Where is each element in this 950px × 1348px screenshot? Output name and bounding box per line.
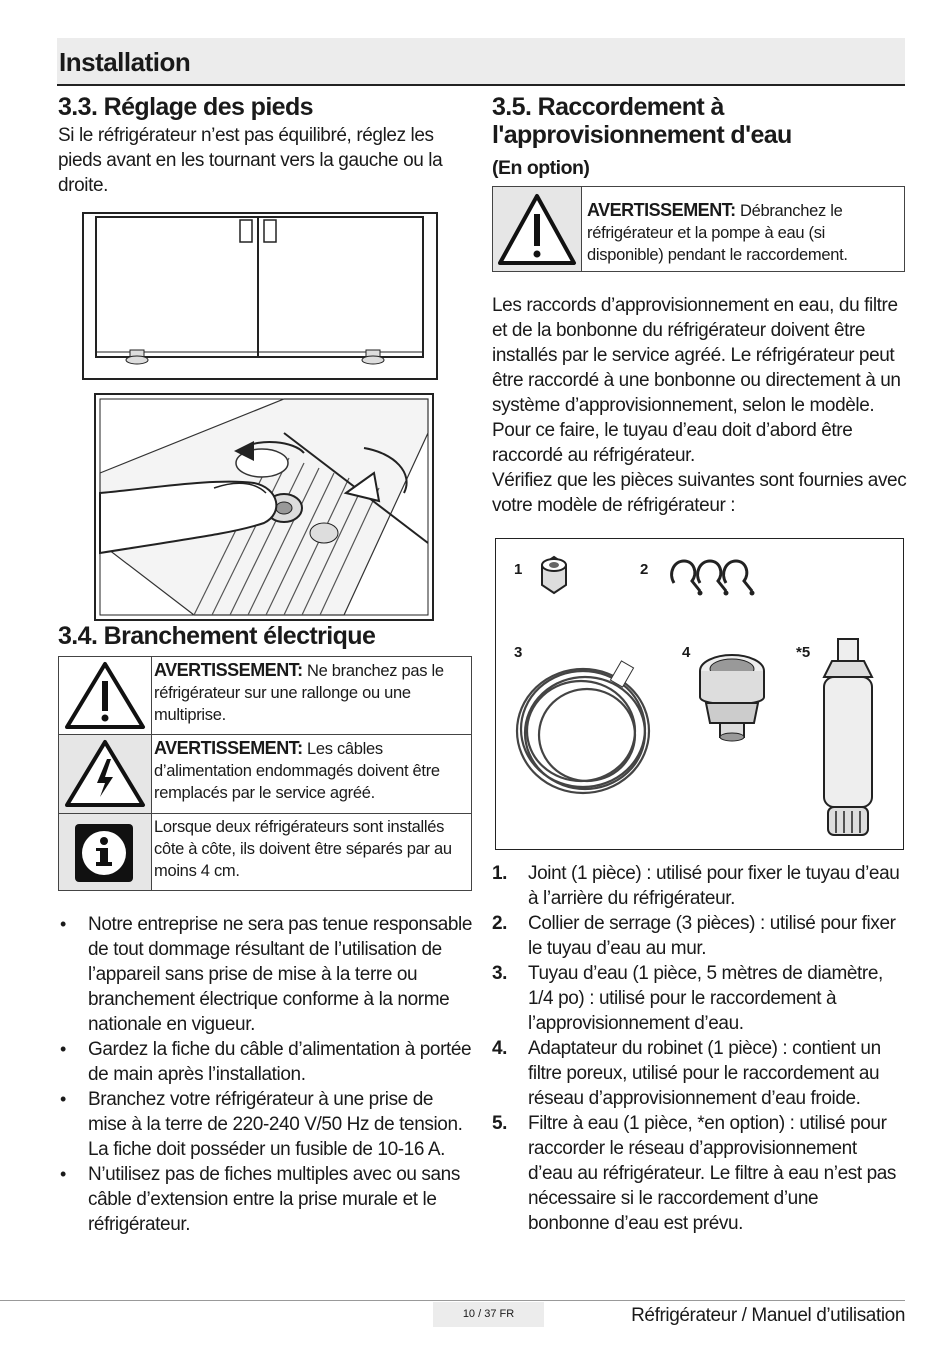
paragraph-water-connection: Les raccords d’approvisionnement en eau, du filtre et de la bonbonne du réfrigérateur doivent être installés par le service agréé. Le réfrigérateur peut être raccordé à une bonbonne ou directement à un système d’approvisionnement, selon le modèle. Pour ce faire, le tuyau d’eau doit d’abord être raccordé au réfrigérateur. bbox=[492, 295, 901, 466]
warning-text-extension: AVERTISSEMENT: Ne branchez pas le réfrigérateur sur une rallonge ou une multiprise. bbox=[154, 660, 444, 724]
part-label-1: 1 bbox=[514, 561, 523, 578]
heading-3-3: 3.3. Réglage des pieds bbox=[58, 93, 313, 121]
electrical-warnings-box bbox=[58, 656, 472, 891]
warning-text-damaged-cables: AVERTISSEMENT: Les câbles d’alimentation endommagés doivent être remplacés par le service agréé. bbox=[154, 738, 440, 802]
section-title: Installation bbox=[59, 47, 191, 77]
warning-row-extension bbox=[59, 657, 471, 735]
water-warning-box bbox=[492, 186, 905, 272]
page-number: 10 / 37 FR bbox=[433, 1302, 544, 1327]
part-label-3: 3 bbox=[514, 644, 523, 661]
part-label-2: 2 bbox=[640, 561, 649, 578]
electric-hazard-icon bbox=[59, 735, 151, 813]
info-icon bbox=[59, 814, 151, 890]
list-item: • Gardez la fiche du câble d’alimentation à portée de main après l’installation. bbox=[58, 1037, 473, 1087]
list-item: 1. Joint (1 pièce) : utilisé pour fixer le tuyau d’eau à l’arrière du réfrigérateur. bbox=[492, 863, 900, 909]
parts-list bbox=[492, 861, 904, 1236]
paragraph-parts-check: Vérifiez que les pièces suivantes sont fournies avec votre modèle de réfrigérateur : bbox=[492, 470, 907, 516]
list-item: • N’utilisez pas de fiches multiples avec ou sans câble d’extension entre la prise murale et le réfrigérateur. bbox=[58, 1162, 473, 1237]
list-item: 4. Adaptateur du robinet (1 pièce) : contient un filtre poreux, utilisé pour le raccordement au réseau d’approvisionnement d’eau froide. bbox=[492, 1038, 881, 1109]
water-filter-icon bbox=[818, 637, 878, 842]
seal-nut-icon bbox=[534, 553, 574, 595]
section-header-bar bbox=[57, 38, 905, 86]
list-item: 5. Filtre à eau (1 pièce, *en option) : utilisé pour raccorder le réseau d’approvisionnement d’eau au réfrigérateur. Le filtre à eau n’est pas nécessaire si le raccordement d’une bonbonne d’eau est prévu. bbox=[492, 1113, 897, 1234]
heading-3-4: 3.4. Branchement électrique bbox=[58, 622, 376, 650]
list-item: • Notre entreprise ne sera pas tenue responsable de tout dommage résultant de l’utilisation de l’appareil sans prise de mise à la terre ou branchement électrique conforme à la norme nationale en vigueur. bbox=[58, 912, 473, 1037]
electrical-bullet-list bbox=[58, 912, 473, 1237]
info-text-spacing: Lorsque deux réfrigérateurs sont installés côte à côte, ils doivent être séparés par au moins 4 cm. bbox=[154, 818, 452, 880]
warning-row-damaged-cables bbox=[59, 735, 471, 814]
heading-3-5-line2: l'approvisionnement d'eau bbox=[492, 121, 792, 149]
water-parts-figure bbox=[495, 538, 904, 850]
optional-subheading: (En option) bbox=[492, 157, 590, 179]
part-label-5: *5 bbox=[796, 644, 811, 661]
list-item: 3. Tuyau d’eau (1 pièce, 5 mètres de diamètre, 1/4 po) : utilisé pour le raccordement à l’approvisionnement d’eau. bbox=[492, 963, 883, 1034]
water-hose-coil-icon bbox=[511, 659, 661, 809]
warning-triangle-icon bbox=[493, 187, 581, 271]
footer-manual-title: Réfrigérateur / Manuel d’utilisation bbox=[631, 1305, 905, 1326]
paragraph-feet-adjust: Si le réfrigérateur n’est pas équilibré, réglez les pieds avant en les tournant vers la gauche ou la droite. bbox=[58, 125, 443, 196]
warning-text-disconnect: AVERTISSEMENT: Débranchez le réfrigérateur et la pompe à eau (si disponible) pendant le raccordement. bbox=[587, 200, 848, 264]
part-label-4: 4 bbox=[682, 644, 691, 661]
heading-3-5-line1: 3.5. Raccordement à bbox=[492, 93, 724, 121]
warning-triangle-icon bbox=[59, 657, 151, 734]
info-row-spacing bbox=[59, 814, 471, 890]
pipe-clamps-icon bbox=[666, 553, 766, 601]
tap-adapter-icon bbox=[692, 649, 772, 744]
list-item: • Branchez votre réfrigérateur à une prise de mise à la terre de 220-240 V/50 Hz de tension. La fiche doit posséder un fusible de 10-16 A. bbox=[58, 1087, 473, 1162]
foot-adjust-hand-illustration bbox=[94, 393, 434, 621]
list-item: 2. Collier de serrage (3 pièces) : utilisé pour fixer le tuyau d’eau au mur. bbox=[492, 913, 896, 959]
fridge-feet-illustration bbox=[82, 212, 438, 380]
footer-divider bbox=[0, 1300, 905, 1301]
